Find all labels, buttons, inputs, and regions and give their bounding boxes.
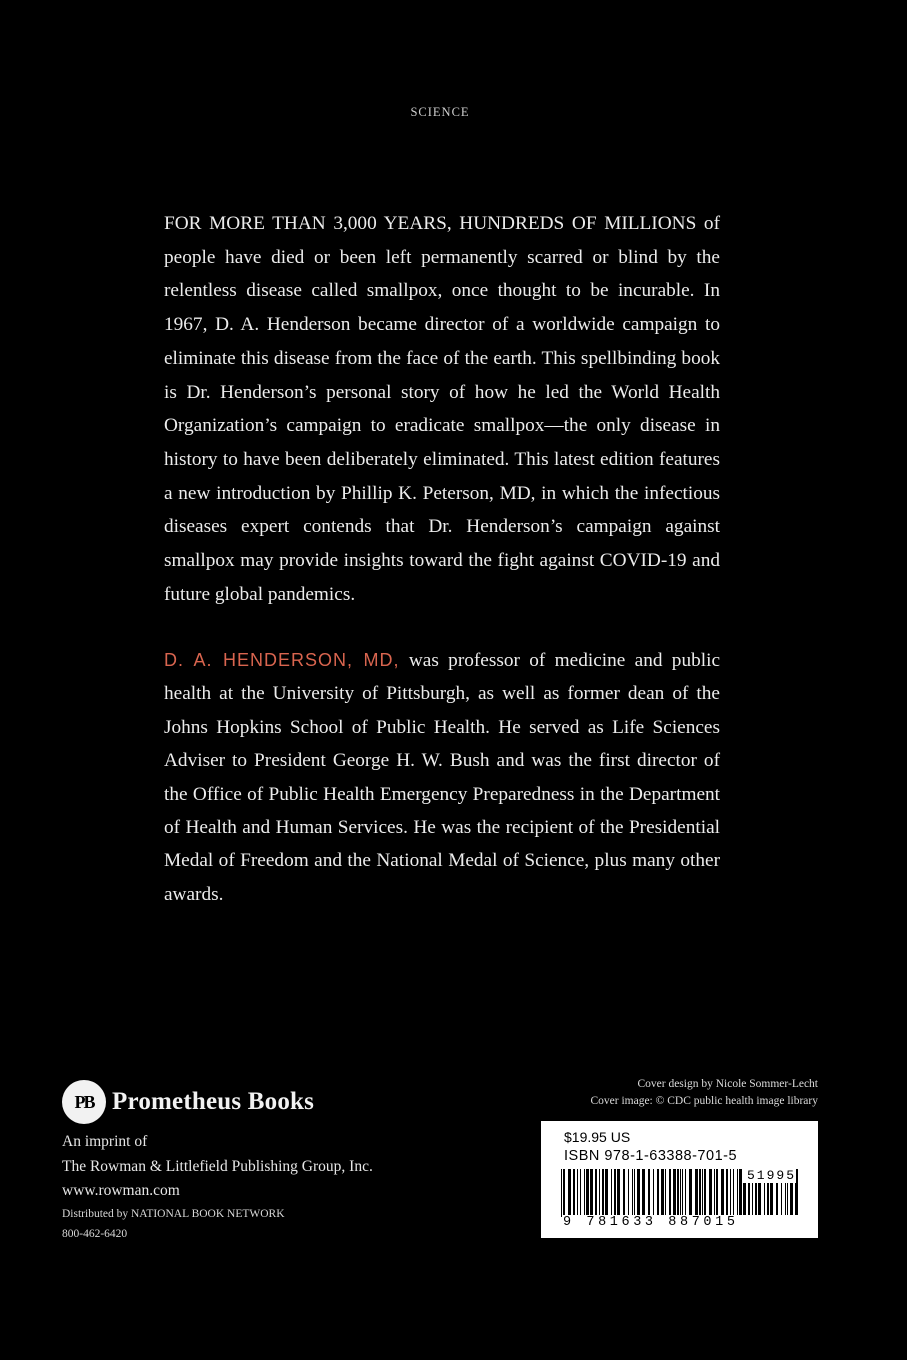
barcode-bar	[673, 1169, 676, 1217]
barcode-box	[541, 1121, 818, 1238]
barcode-bar	[730, 1169, 731, 1217]
barcode-bar	[611, 1169, 612, 1217]
barcode-bar	[699, 1169, 701, 1217]
barcode-bar	[702, 1169, 703, 1217]
publisher-phone: 800-462-6420	[62, 1227, 128, 1240]
barcode-bar	[577, 1169, 578, 1217]
cover-credits	[590, 1076, 818, 1110]
barcode-bar	[657, 1169, 659, 1217]
barcode-bar	[689, 1169, 692, 1217]
barcode-bar	[709, 1169, 712, 1217]
barcode-bar	[669, 1169, 671, 1217]
barcode-bar	[737, 1169, 738, 1217]
barcode-bar	[605, 1169, 608, 1217]
price-code: 51995	[743, 1168, 796, 1183]
imprint-line: An imprint of	[62, 1133, 148, 1150]
barcode-bar	[680, 1169, 681, 1217]
parent-company: The Rowman & Littlefield Publishing Group, Inc.	[62, 1157, 373, 1175]
publisher-block	[62, 1080, 462, 1244]
barcode-bar	[580, 1169, 581, 1217]
category-label: SCIENCE	[410, 105, 470, 119]
barcode-bar	[568, 1169, 571, 1217]
barcode-bar	[637, 1169, 640, 1217]
isbn-digits: 9 781633 887015	[563, 1215, 803, 1230]
barcode-bar	[586, 1169, 589, 1217]
barcode-bar	[721, 1169, 724, 1217]
barcode-bar	[584, 1169, 585, 1217]
author-bio	[164, 644, 720, 911]
barcode-bar	[590, 1169, 593, 1217]
barcode-bar	[561, 1169, 562, 1217]
barcode-bar	[614, 1169, 616, 1217]
barcode-bar	[599, 1169, 600, 1217]
barcode-bar	[634, 1169, 635, 1217]
barcode-bar	[628, 1169, 629, 1217]
barcode-bar	[677, 1169, 679, 1217]
barcode-bar	[617, 1169, 620, 1217]
barcode-bar	[714, 1169, 715, 1217]
barcode-bar	[695, 1169, 698, 1217]
publisher-website: www.rowman.com	[62, 1182, 180, 1199]
barcode-bar	[733, 1169, 734, 1217]
cover-image-credit: Cover image: © CDC public health image library	[590, 1095, 818, 1107]
isbn-label: ISBN 978-1-63388-701-5	[564, 1148, 738, 1164]
author-bio-text: was professor of medicine and public health at the University of Pittsburgh, as well as former dean of the Johns Hopkins School of Public Health. He served as Life Sciences Adviser to President George H. W. Bush and was the first director of the Office of Public Health Emergency Preparedness in the Department of Health and Human Services. He was the recipient of the Presidential Medal of Freedom and the National Medal of Science, plus many other awards.	[164, 650, 720, 905]
barcode-bar	[682, 1169, 683, 1217]
barcode-bar	[665, 1169, 666, 1217]
barcode-bar	[623, 1169, 625, 1217]
barcode-bar	[739, 1169, 742, 1217]
barcode-bar	[726, 1169, 728, 1217]
publisher-name: Prometheus Books	[112, 1088, 315, 1115]
barcode-bar	[661, 1169, 664, 1217]
cover-design-credit: Cover design by Nicole Sommer-Lecht	[637, 1078, 818, 1090]
barcode-bar	[685, 1169, 686, 1217]
distributor-line: Distributed by NATIONAL BOOK NETWORK	[62, 1207, 285, 1220]
barcode-bar	[602, 1169, 604, 1217]
barcode-bar	[716, 1169, 718, 1217]
barcode-bar	[573, 1169, 575, 1217]
barcode-bar	[653, 1169, 654, 1217]
publisher-logo-icon: PB	[62, 1080, 106, 1124]
book-description: FOR MORE THAN 3,000 YEARS, HUNDREDS OF MILLIONS of people have died or been left permanently scarred or blind by the relentless disease called smallpox, once thought to be incurable. In 1967, D. A. Henderson became director of a worldwide campaign to eliminate this disease from the face of the earth. This spellbinding book is Dr. Henderson’s personal story of how he led the World Health Organization’s campaign to eradicate smallpox—the only disease in history to have been deliberately eliminated. This latest edition features a new introduction by Phillip K. Peterson, MD, in which the infectious diseases expert contends that Dr. Henderson’s campaign against smallpox may provide insights toward the fight against COVID-19 and future global pandemics.	[164, 213, 720, 605]
price-label: $19.95 US	[564, 1129, 631, 1145]
barcode-bar	[648, 1169, 650, 1217]
author-name: D. A. HENDERSON, MD,	[164, 650, 400, 670]
barcode-bar	[704, 1169, 706, 1217]
barcode-bar	[632, 1169, 633, 1217]
barcode-bar	[563, 1169, 565, 1217]
barcode-bar	[595, 1169, 597, 1217]
barcode-bar	[642, 1169, 645, 1217]
